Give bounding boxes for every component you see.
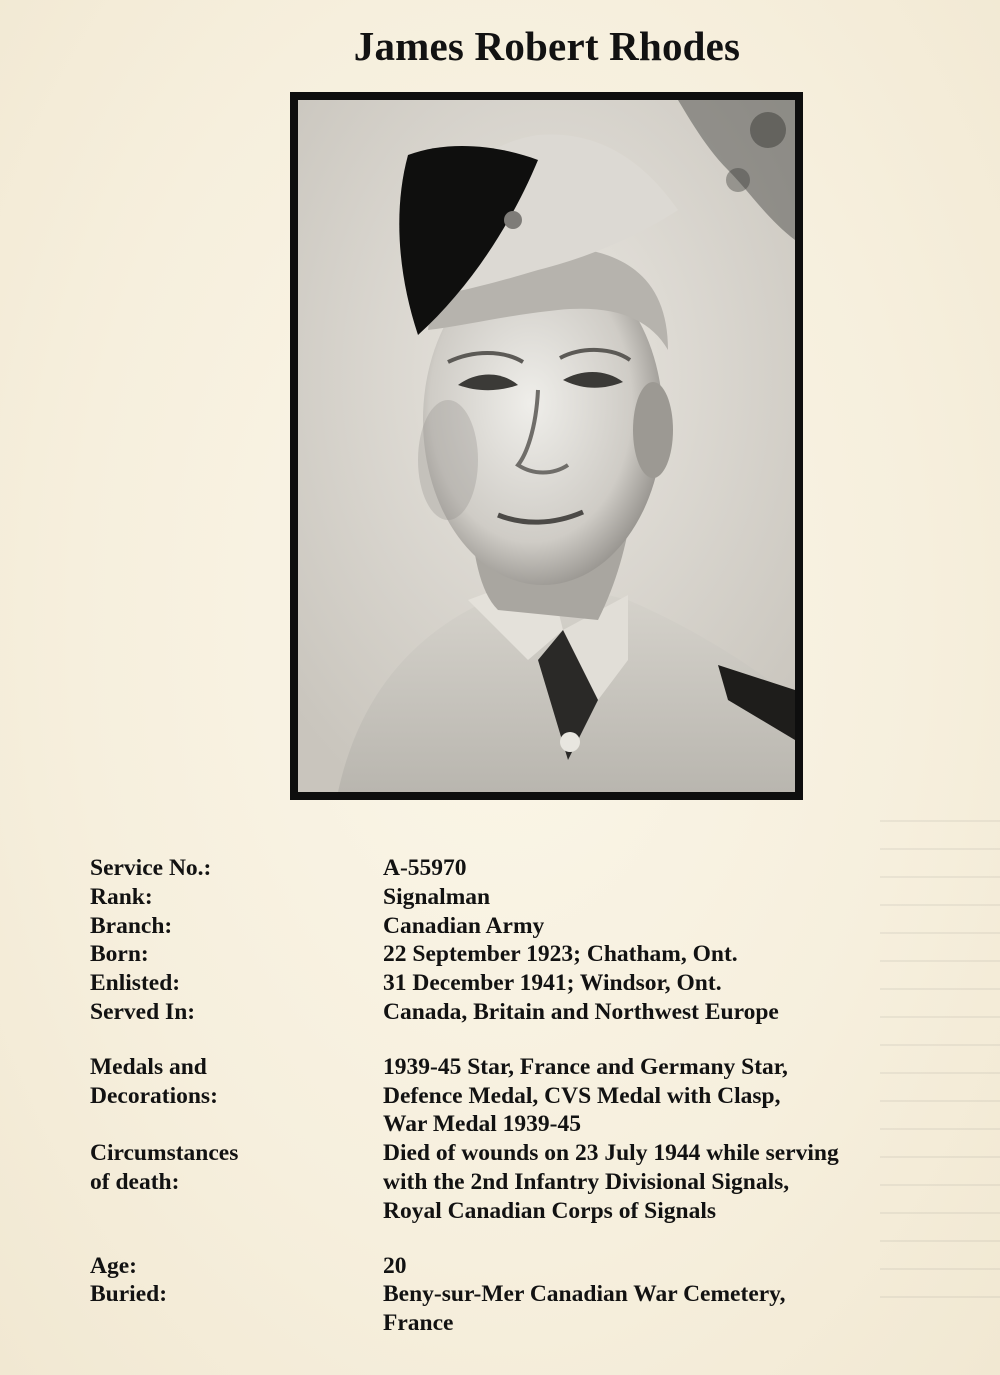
field-label: Medals and Decorations:: [90, 1053, 218, 1109]
field-row-service-no: [90, 854, 950, 883]
page-title: James Robert Rhodes: [353, 23, 741, 69]
field-label: Branch:: [90, 912, 173, 939]
field-label: Age:: [90, 1252, 137, 1279]
section-gap: [90, 1226, 950, 1252]
field-label: Enlisted:: [90, 970, 181, 997]
field-value: 31 December 1941; Windsor, Ont.: [383, 970, 722, 997]
field-row-circumstances: [90, 1139, 950, 1225]
service-record-details: [90, 854, 950, 1338]
field-value: 1939-45 Star, France and Germany Star, Defence Medal, CVS Medal with Clasp, War Medal 1939-45: [383, 1053, 788, 1138]
field-value: Canada, Britain and Northwest Europe: [383, 998, 779, 1025]
field-value: Canadian Army: [383, 912, 545, 939]
field-value: A-55970: [383, 855, 467, 881]
field-row-branch: [90, 912, 950, 941]
field-value: Died of wounds on 23 July 1944 while serving with the 2nd Infantry Divisional Signals, Royal Canadian Corps of Signals: [383, 1140, 839, 1224]
field-value: Signalman: [383, 883, 491, 910]
field-row-rank: [90, 883, 950, 912]
field-row-born: [90, 940, 950, 969]
field-label: Served In:: [90, 998, 196, 1025]
field-row-medals: [90, 1053, 950, 1139]
field-row-buried: [90, 1280, 950, 1338]
field-label: Rank:: [90, 883, 153, 910]
portrait-photo: [298, 100, 795, 792]
portrait-photo-frame: [290, 92, 803, 800]
field-label: Buried:: [90, 1281, 168, 1308]
field-label: Service No.:: [90, 855, 212, 881]
field-value: Beny-sur-Mer Canadian War Cemetery, France: [383, 1281, 786, 1337]
field-label: Circumstances of death:: [90, 1140, 239, 1195]
field-label: Born:: [90, 941, 149, 968]
field-row-enlisted: [90, 969, 950, 998]
field-value: 20: [383, 1252, 407, 1279]
section-gap: [90, 1027, 950, 1053]
field-row-age: [90, 1252, 950, 1281]
field-row-served-in: [90, 998, 950, 1027]
field-value: 22 September 1923; Chatham, Ont.: [383, 941, 738, 968]
